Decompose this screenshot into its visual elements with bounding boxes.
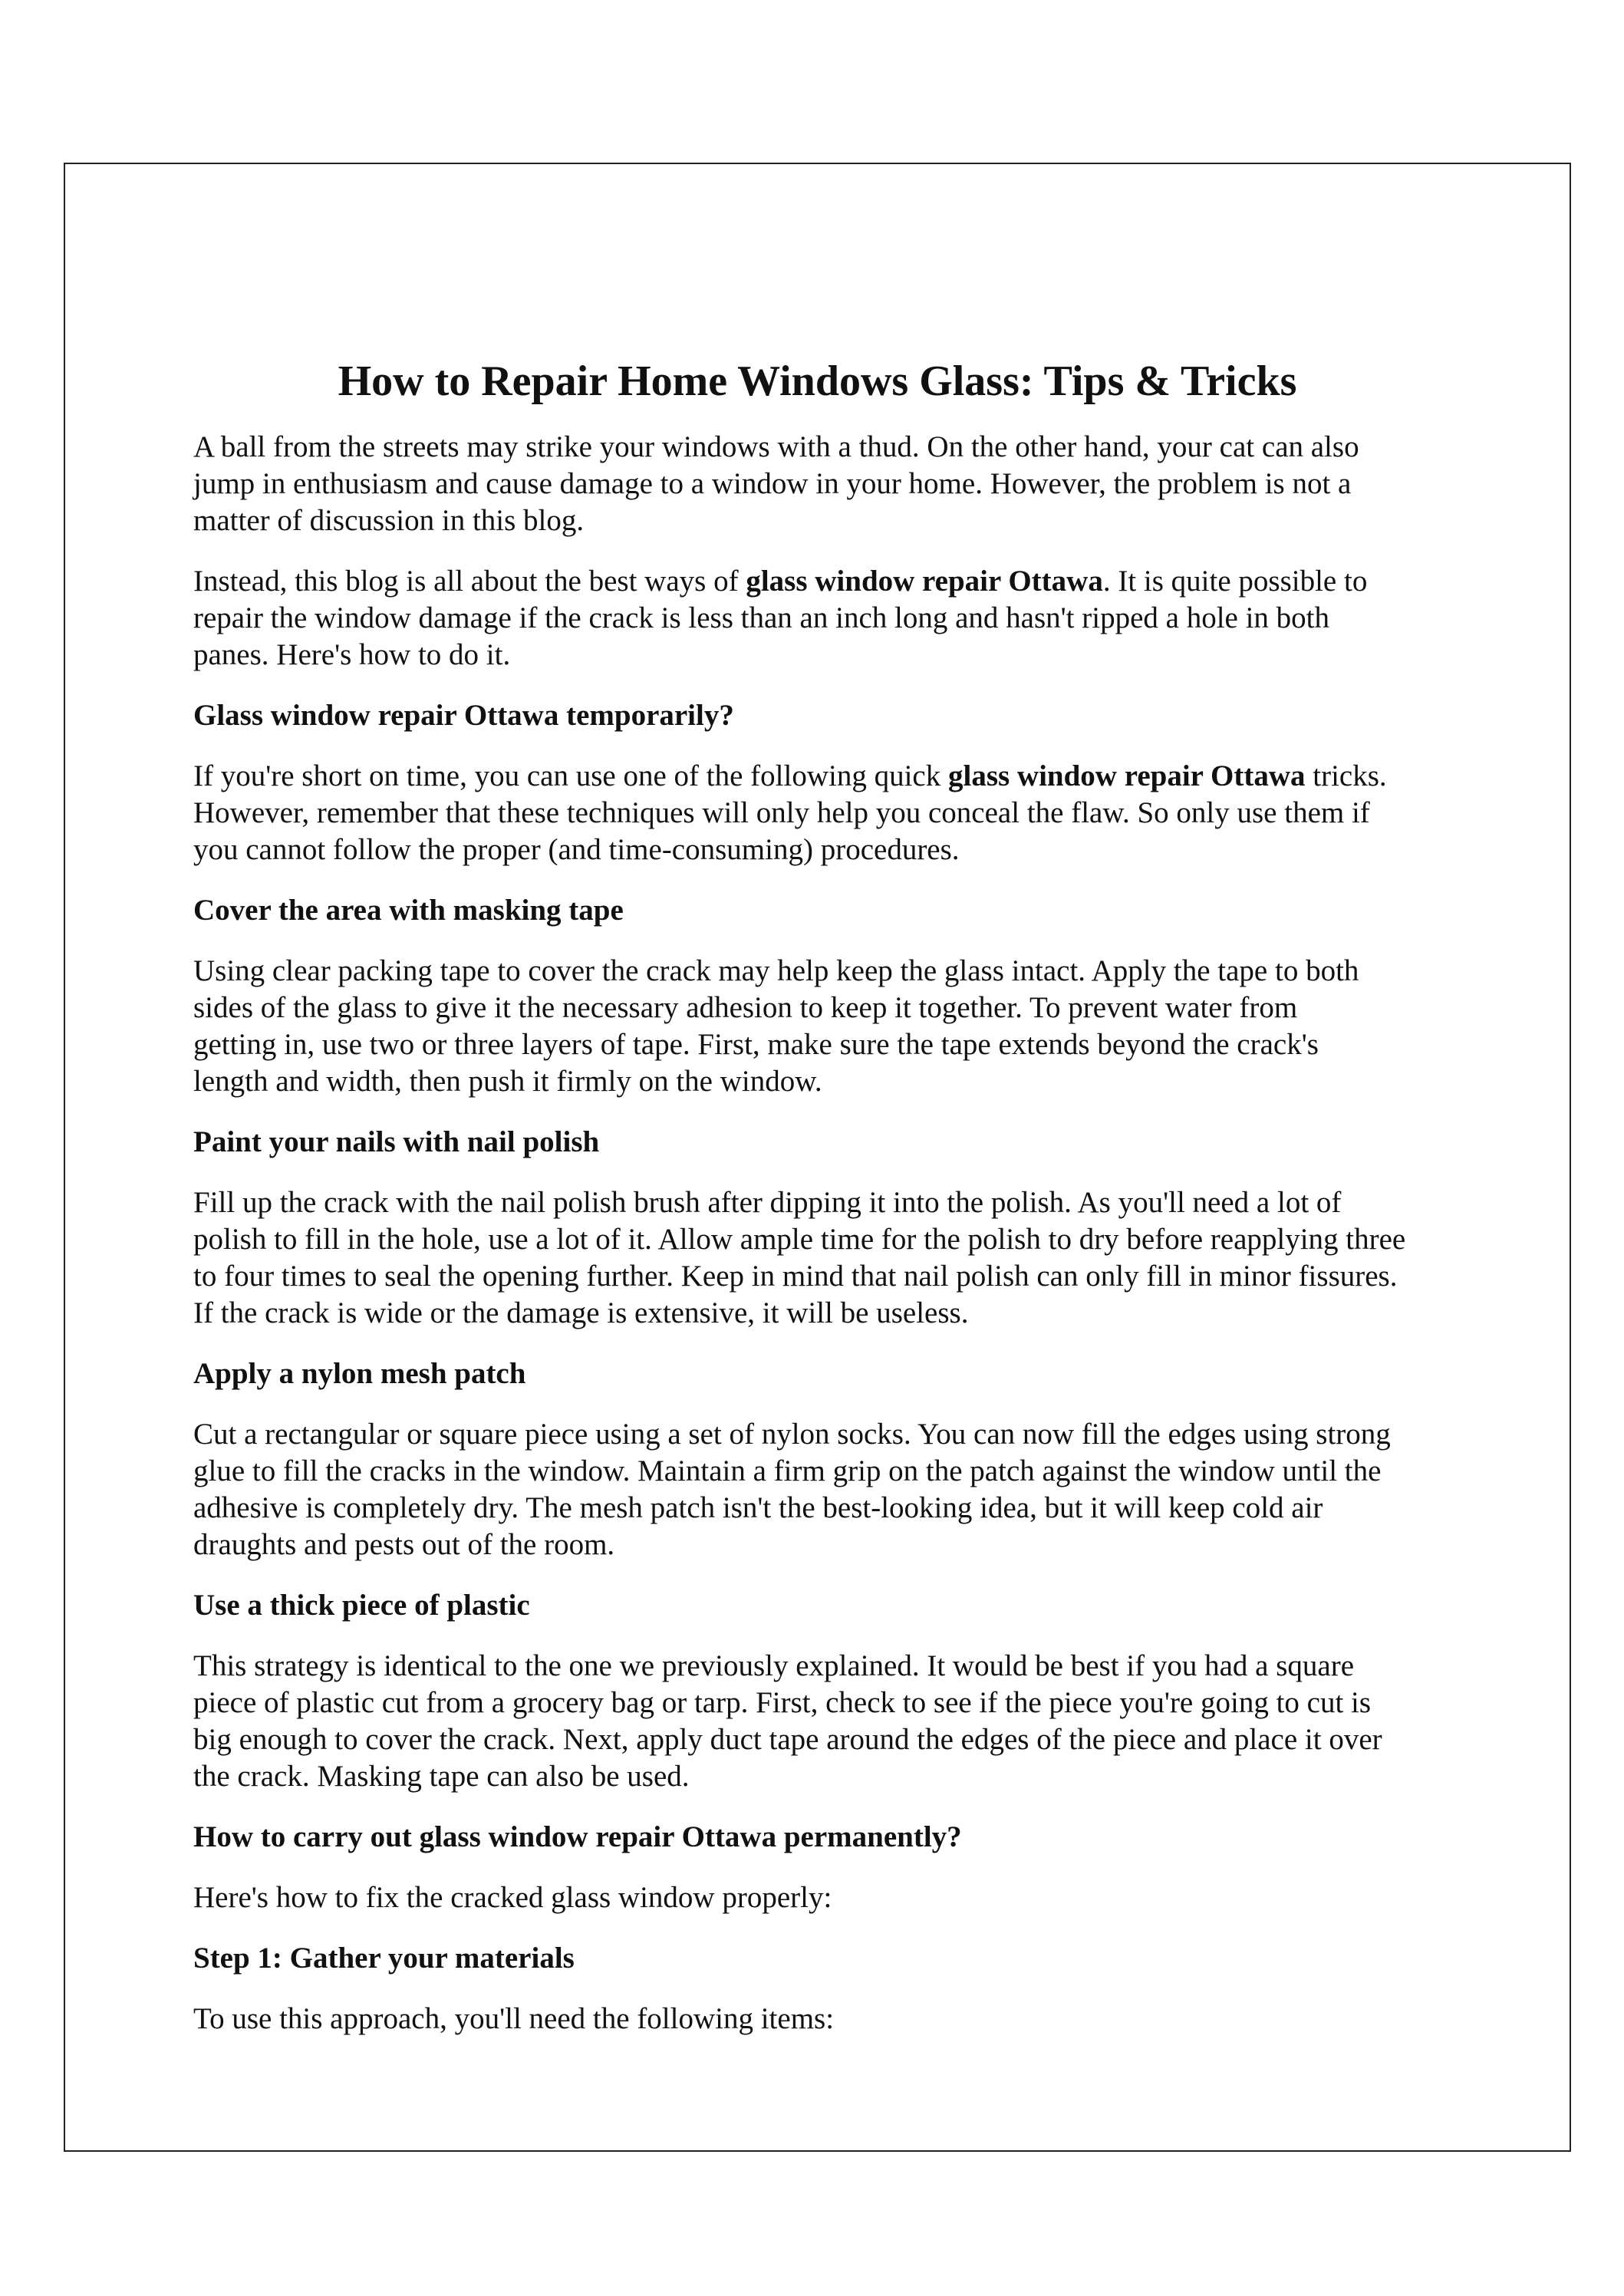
paragraph (193, 953, 1559, 1100)
section-heading (193, 892, 1559, 929)
text-line: To use this approach, you'll need the following items: (193, 2002, 835, 2035)
text-segment: tricks. (1305, 759, 1387, 792)
paragraph (193, 2001, 1559, 2037)
paragraph (193, 563, 1559, 674)
bold-keyword: glass window repair Ottawa (746, 565, 1103, 598)
text-line: How to carry out glass window repair Ottawa permanently? (193, 1820, 962, 1853)
section-heading (193, 1587, 1559, 1624)
text-segment: If you're short on time, you can use one of the following quick (193, 759, 948, 792)
text-line: adhesive is completely dry. The mesh patch isn't the best-looking idea, but it will keep cold air (193, 1491, 1323, 1524)
text-line: sides of the glass to give it the necessary adhesion to keep it together. To prevent water from (193, 991, 1298, 1024)
text-line: you cannot follow the proper (and time-consuming) procedures. (193, 833, 960, 866)
text-line: draughts and pests out of the room. (193, 1528, 615, 1561)
paragraph (193, 429, 1559, 539)
text-line: A ball from the streets may strike your windows with a thud. On the other hand, your cat can also (193, 430, 1359, 463)
document-body (193, 429, 1559, 2061)
text-line: Using clear packing tape to cover the crack may help keep the glass intact. Apply the tape to both (193, 954, 1359, 987)
text-segment: Instead, this blog is all about the best ways of (193, 565, 746, 598)
text-line: Step 1: Gather your materials (193, 1942, 575, 1975)
text-line: Apply a nylon mesh patch (193, 1357, 526, 1390)
section-heading (193, 1124, 1559, 1161)
paragraph (193, 758, 1559, 868)
text-line: Fill up the crack with the nail polish brush after dipping it into the polish. As you'll need a lot of (193, 1186, 1342, 1219)
section-heading (193, 697, 1559, 734)
paragraph (193, 1879, 1559, 1916)
text-line: getting in, use two or three layers of tape. First, make sure the tape extends beyond the crack's (193, 1028, 1319, 1061)
text-line: Cut a rectangular or square piece using a set of nylon socks. You can now fill the edges using strong (193, 1418, 1391, 1451)
text-line: Paint your nails with nail polish (193, 1125, 600, 1158)
text-line: If the crack is wide or the damage is extensive, it will be useless. (193, 1296, 969, 1329)
text-line: This strategy is identical to the one we previously explained. It would be best if you had a square (193, 1649, 1355, 1682)
text-line: Here's how to fix the cracked glass window properly: (193, 1881, 832, 1914)
paragraph (193, 1648, 1559, 1795)
text-line (193, 758, 1559, 795)
text-line: matter of discussion in this blog. (193, 504, 585, 537)
section-heading (193, 1940, 1559, 1977)
text-line: to four times to seal the opening further. Keep in mind that nail polish can only fill in minor fissures. (193, 1260, 1398, 1293)
text-line: length and width, then push it firmly on the window. (193, 1065, 822, 1098)
paragraph (193, 1416, 1559, 1563)
section-heading (193, 1819, 1559, 1856)
paragraph (193, 1184, 1559, 1332)
document-title: How to Repair Home Windows Glass: Tips & Tricks (338, 357, 1297, 405)
section-heading (193, 1356, 1559, 1392)
text-line: big enough to cover the crack. Next, apply duct tape around the edges of the piece and place it over (193, 1723, 1382, 1756)
bold-keyword: glass window repair Ottawa (947, 759, 1306, 792)
text-segment: . It is quite possible to (1102, 565, 1368, 598)
text-line: Use a thick piece of plastic (193, 1589, 530, 1622)
text-line: jump in enthusiasm and cause damage to a window in your home. However, the problem is not a (193, 467, 1352, 500)
text-line: piece of plastic cut from a grocery bag or tarp. First, check to see if the piece you're going to cut is (193, 1686, 1372, 1719)
text-line: repair the window damage if the crack is less than an inch long and hasn't ripped a hole in both (193, 601, 1330, 634)
text-line: Cover the area with masking tape (193, 894, 624, 927)
text-line: the crack. Masking tape can also be used. (193, 1760, 690, 1793)
text-line: polish to fill in the hole, use a lot of it. Allow ample time for the polish to dry before reapplying three (193, 1223, 1406, 1256)
text-line: glue to fill the cracks in the window. Maintain a firm grip on the patch against the window until the (193, 1454, 1382, 1487)
text-line: However, remember that these techniques will only help you conceal the flaw. So only use them if (193, 796, 1370, 829)
text-line: Glass window repair Ottawa temporarily? (193, 699, 734, 732)
text-line (193, 563, 1559, 600)
text-line: panes. Here's how to do it. (193, 638, 511, 671)
